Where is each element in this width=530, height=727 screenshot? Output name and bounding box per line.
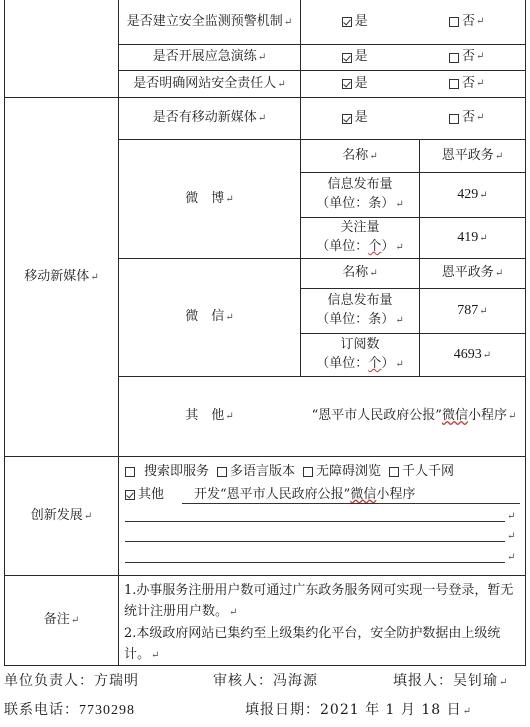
- publish-value-cell: 787↵: [457, 302, 488, 318]
- yes-checkbox[interactable]: [342, 109, 368, 128]
- other-text-post: 小程序: [376, 486, 416, 502]
- publish-label-cell: 信息发布量 （单位：条）↵: [316, 293, 404, 327]
- paragraph-mark: ↵: [507, 531, 516, 542]
- unit-head-label: 单位负责人：: [4, 673, 94, 689]
- other-label-cell: 其 他↵: [185, 408, 234, 424]
- remark-line: 1.办事服务注册用户数可通过广东政务服务网可实现一号登录，暂无统计注册用户数。: [124, 583, 514, 619]
- name-header: 名称: [342, 147, 369, 163]
- name-value-cell: 恩平政务↵: [441, 265, 504, 281]
- checkbox-checked-icon: [342, 114, 352, 124]
- publish-unit: （单位：条）: [316, 312, 395, 327]
- no-checkbox[interactable]: 否 ↵: [449, 109, 484, 128]
- subscribe-value-cell: 4693↵: [453, 346, 492, 362]
- subscribe-label-cell: 订阅数 （单位：个）↵: [316, 337, 404, 371]
- question-cell: 是否有移动新媒体↵: [152, 110, 267, 126]
- checkbox-checked-icon: [342, 17, 352, 27]
- option-label: 搜索即服务: [144, 463, 210, 479]
- subscribe-unit-post: ）: [381, 356, 395, 371]
- option-label: 其他: [138, 486, 165, 502]
- publish-label-cell: 信息发布量 （单位：条）↵: [316, 177, 404, 211]
- answer-cell: [301, 98, 525, 139]
- fill-date: 填报日期：2021 年 1 月 18 日↵: [245, 702, 472, 718]
- unit-head-name: 方瑞明: [94, 673, 139, 689]
- innovation-options-row: [125, 462, 525, 482]
- checkbox-empty-icon: [449, 17, 459, 27]
- checkbox-empty-icon: [217, 467, 227, 477]
- checkbox-empty-icon: [303, 467, 313, 477]
- publish-value: 429: [457, 186, 479, 202]
- publish-label: 信息发布量: [327, 177, 393, 193]
- reviewer-name: 冯海源: [273, 673, 318, 689]
- yes-checkbox[interactable]: [342, 48, 368, 67]
- question-text: 是否明确网站安全责任人: [133, 75, 277, 91]
- publish-label: 信息发布量: [327, 293, 393, 309]
- section-label-text: 移动新媒体: [24, 268, 90, 284]
- other-text-wave: 微信: [350, 486, 377, 502]
- paragraph-mark: ↵: [507, 552, 516, 563]
- unit-head: [4, 670, 139, 690]
- question-text: 是否建立安全监测预警机制: [126, 13, 283, 29]
- phone-number: 7730298: [79, 703, 135, 718]
- option-multilingual[interactable]: [217, 463, 295, 482]
- option-search-service[interactable]: [125, 463, 209, 482]
- no-checkbox[interactable]: 否 ↵: [449, 48, 484, 67]
- name-header: 名称: [342, 265, 369, 281]
- innovation-other-row: [125, 485, 525, 505]
- section-label-remarks: 备注↵: [43, 612, 80, 628]
- section-label-mobile: 移动新媒体↵: [24, 268, 99, 284]
- question-text: 是否有移动新媒体: [152, 110, 257, 126]
- option-personalized[interactable]: [389, 463, 454, 482]
- name-value: 恩平政务: [441, 147, 494, 163]
- no-label: 否: [461, 110, 475, 126]
- option-label: 无障碍浏览: [316, 463, 382, 479]
- other-value-pre: “恩平市人民政府公报”: [311, 408, 442, 424]
- checkbox-empty-icon: [449, 53, 459, 63]
- no-label: 否: [461, 49, 475, 65]
- section-label-innovation: 创新发展↵: [30, 507, 93, 523]
- no-label: 否: [461, 13, 475, 29]
- checkbox-checked-icon: [342, 79, 352, 89]
- remarks-text: 1.办事服务注册用户数可通过广东政务服务网可实现一号登录，暂无统计注册用户数。↵ 2.本级政府网站已集约至上级集约化平台，安全防护数据由上级统计。↵: [124, 583, 514, 662]
- filler: 填报人：吴钊瑜↵: [393, 673, 509, 689]
- checkbox-empty-icon: [449, 79, 459, 89]
- question-cell: 是否建立安全监测预警机制↵: [126, 13, 293, 29]
- fill-in-line: [125, 562, 505, 563]
- answer-cell: [301, 45, 525, 70]
- yes-label: 是: [354, 75, 368, 91]
- yes-label: 是: [354, 13, 368, 29]
- option-accessibility[interactable]: [303, 463, 381, 482]
- follow-unit-post: ）: [381, 239, 395, 254]
- date-label: 填报日期：: [245, 702, 320, 718]
- name-value-cell: 恩平政务↵: [441, 147, 504, 163]
- name-header-cell: 名称↵: [342, 147, 378, 163]
- phone: [4, 699, 135, 719]
- fill-in-line: [125, 541, 505, 542]
- fill-in-line: [182, 503, 520, 504]
- other-value-wave: 微信: [441, 408, 468, 424]
- other-text-pre: 开发“恩平市人民政府公报”: [194, 486, 351, 502]
- other-value-post: 小程序: [467, 408, 507, 424]
- publish-unit: （单位：条）: [316, 196, 395, 211]
- yes-label: 是: [354, 110, 368, 126]
- follow-label: 关注量: [340, 220, 380, 236]
- section-label-text: 备注: [43, 612, 70, 628]
- checkbox-empty-icon: [449, 114, 459, 124]
- paragraph-mark: ↵: [507, 511, 516, 522]
- checkbox-empty-icon: [125, 467, 135, 477]
- reviewer: [213, 670, 318, 690]
- remark-line: 2.本级政府网站已集约至上级集约化平台，安全防护数据由上级统计。: [124, 626, 501, 662]
- follow-value-cell: 419↵: [457, 229, 488, 245]
- yes-checkbox[interactable]: [342, 13, 368, 32]
- date-value: 2021 年 1 月 18 日: [320, 702, 462, 718]
- name-header-cell: 名称↵: [342, 265, 378, 281]
- option-label: 千人千网: [402, 463, 455, 479]
- subscribe-value: 4693: [453, 346, 482, 362]
- filler-name: 吴钊瑜: [453, 673, 498, 689]
- no-checkbox[interactable]: 否 ↵: [449, 13, 484, 32]
- subscribe-unit-pre: （单位：: [316, 356, 369, 371]
- question-cell: 是否开展应急演练↵: [152, 49, 267, 65]
- answer-cell: [301, 71, 525, 97]
- follow-unit: 个: [368, 239, 382, 254]
- follow-label-cell: 关注量 （单位：个）↵: [316, 220, 404, 254]
- subscribe-unit: 个: [368, 356, 382, 371]
- section-label-text: 创新发展: [30, 507, 83, 523]
- publish-value: 787: [457, 302, 479, 318]
- phone-label: 联系电话：: [4, 702, 79, 718]
- option-label: 多语言版本: [230, 463, 296, 479]
- weixin-label: 微 信: [185, 309, 225, 325]
- weibo-label: 微 博: [185, 190, 225, 206]
- reviewer-label: 审核人：: [213, 673, 273, 689]
- publish-value-cell: 429↵: [457, 186, 488, 202]
- other-label: 其 他: [185, 408, 225, 424]
- follow-value: 419: [457, 229, 479, 245]
- answer-cell: [301, 0, 525, 44]
- filler-label: 填报人：: [393, 673, 453, 689]
- weixin-label-cell: 微 信↵: [185, 309, 234, 325]
- yes-checkbox[interactable]: [342, 75, 368, 94]
- checkbox-checked-icon: [342, 53, 352, 63]
- fill-in-line: [125, 521, 505, 522]
- no-checkbox[interactable]: 否 ↵: [449, 75, 484, 94]
- question-text: 是否开展应急演练: [152, 49, 257, 65]
- name-value: 恩平政务: [441, 265, 494, 281]
- weibo-label-cell: 微 博↵: [185, 190, 234, 206]
- checkbox-checked-icon: [125, 490, 135, 500]
- checkbox-empty-icon: [389, 467, 399, 477]
- other-value-cell: “恩平市人民政府公报”微信小程序↵: [311, 408, 517, 424]
- follow-unit-pre: （单位：: [316, 239, 369, 254]
- option-other[interactable]: [125, 486, 164, 505]
- no-label: 否: [461, 75, 475, 91]
- yes-label: 是: [354, 49, 368, 65]
- question-cell: 是否明确网站安全责任人↵: [133, 75, 286, 91]
- subscribe-label: 订阅数: [340, 337, 380, 353]
